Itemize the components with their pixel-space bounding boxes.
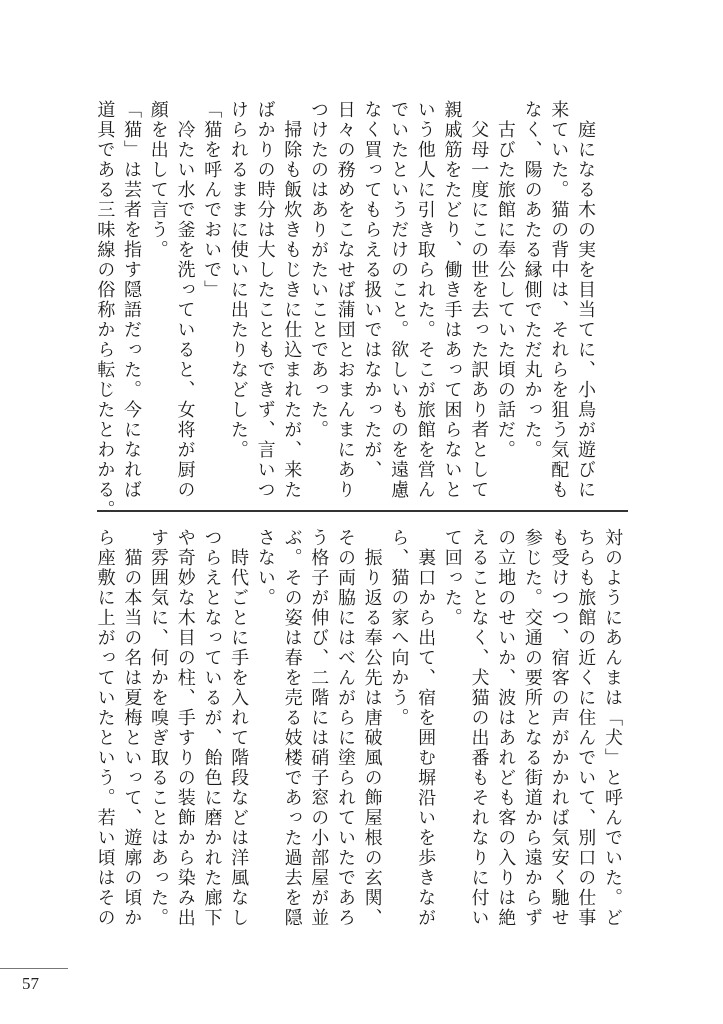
text-column: 来ていた。猫の背中は、それらを狙う気配も <box>548 100 570 500</box>
page-number: 57 <box>22 974 39 993</box>
text-column: ちらも旅館の近くに住んでいて、別口の仕事 <box>575 528 597 928</box>
text-column: 掃除も飯炊きもじきに仕込まれたが、来た <box>281 100 303 500</box>
text-column: も受けつつ、宿客の声がかかれば気安く馳せ <box>548 528 570 928</box>
text-column: 参じた。交通の要所となる街道から遠からず <box>521 528 543 928</box>
text-column: う格子が伸び、二階には硝子窓の小部屋が並 <box>308 528 330 928</box>
text-column: 道具である三味線の俗称から転じたとわかる。 <box>94 100 116 520</box>
text-column: つらえとなっているが、飴色に磨かれた廊下 <box>201 528 223 928</box>
folio-rule <box>0 968 68 969</box>
text-column: 猫の本当の名は夏梅といって、遊廓の頃か <box>121 528 143 928</box>
text-column: 古びた旅館に奉公していた頃の話だ。 <box>494 100 516 460</box>
text-column: なく買ってもらえる扱いではなかったが、 <box>361 100 383 480</box>
text-column: 対のようにあんまは「犬」と呼んでいた。ど <box>602 528 623 928</box>
text-column: や奇妙な木目の柱、手すりの装飾から染み出 <box>174 528 196 928</box>
text-column: 日々の務めをこなせば蒲団とおまんまにあり <box>334 100 356 500</box>
text-column: つけたのはありがたいことであった。 <box>307 100 329 440</box>
text-column: 庭になる木の実を目当てに、小鳥が遊びに <box>575 100 596 500</box>
text-column: さない。 <box>254 528 276 608</box>
text-column: 裏口から出て、宿を囲む塀沿いを歩きなが <box>415 528 437 928</box>
text-column: 振り返る奉公先は唐破風の飾屋根の玄関、 <box>361 528 383 928</box>
text-column: ら、猫の家へ向かう。 <box>388 528 410 728</box>
text-column: ぶ。その姿は春を売る妓楼であった過去を隠 <box>281 528 303 928</box>
text-column: ら座敷に上がっていたという。若い頃はその <box>94 528 116 928</box>
text-block-upper <box>91 100 598 520</box>
text-column: 「猫」は芸者を指す隠語だった。今になれば <box>121 100 143 500</box>
text-column: 冷たい水で釜を洗っていると、女将が厨の <box>174 100 196 500</box>
text-block-lower <box>91 528 625 938</box>
block-divider <box>97 510 628 512</box>
text-column: 親戚筋をたどり、働き手はあって困らないと <box>441 100 463 500</box>
text-column: えることなく、犬猫の出番もそれなりに付い <box>468 528 490 928</box>
text-column: けられるままに使いに出たりなどした。 <box>227 100 249 460</box>
text-column: 時代ごとに手を入れて階段などは洋風なし <box>228 528 250 928</box>
text-column: でいたというだけのこと。欲しいものを遠慮 <box>388 100 410 500</box>
text-column: す雰囲気に、何かを嗅ぎ取ることはあった。 <box>148 528 170 928</box>
text-column: の立地のせいか、波はあれども客の入りは絶 <box>495 528 517 928</box>
text-column: て回った。 <box>441 528 463 628</box>
text-column: その両脇にはべんがらに塗られていたであろ <box>334 528 356 928</box>
text-column: なく、陽のあたる縁側でただ丸かった。 <box>521 100 543 460</box>
text-column: 父母一度にこの世を去った訳あり者として <box>468 100 490 500</box>
text-column: ばかりの時分は大したこともできず、言いつ <box>254 100 276 500</box>
text-column: 顔を出して言う。 <box>147 100 169 260</box>
text-column: 「猫を呼んでおいで」 <box>201 100 223 300</box>
text-column: いう他人に引き取られた。そこが旅館を営ん <box>414 100 436 500</box>
